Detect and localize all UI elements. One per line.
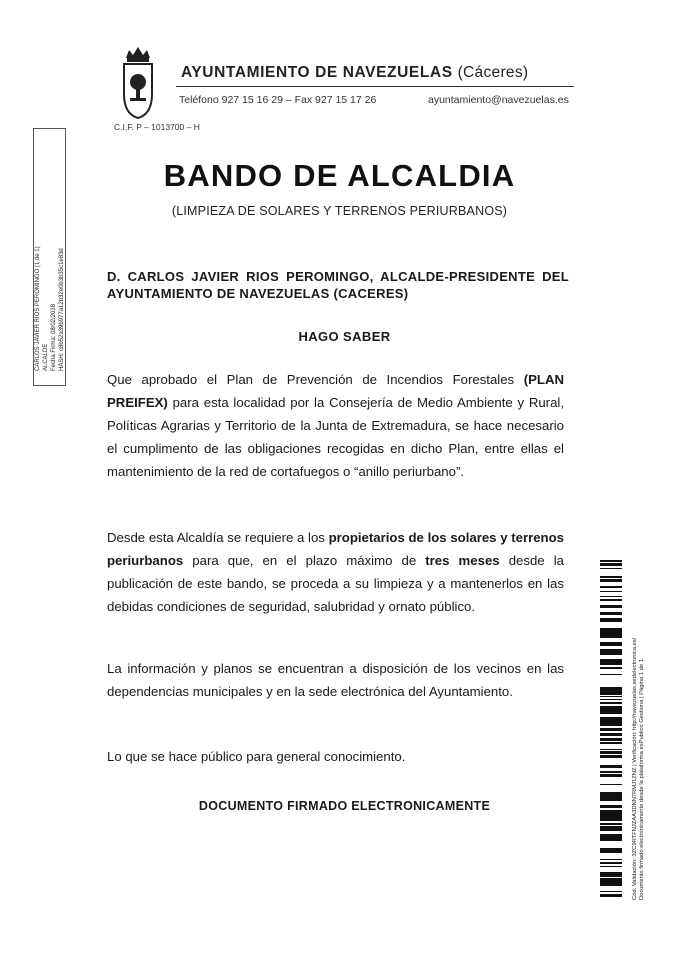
verification-text (629, 560, 649, 900)
paragraph-plan-text-1: Que aprobado el Plan de Prevención de Incendios Forestales (107, 372, 524, 387)
paragraph-requirement-bold-2: tres meses (425, 553, 500, 568)
contact-email: ayuntamiento@navezuelas.es (428, 94, 569, 106)
paragraph-plan-text-2: para esta localidad por la Consejería de Medio Ambiente y Rural, Políticas Agrarias y Territorio de la Junta de Extremadura, se hace necesario el cumplimento de las obligaciones recogidas en dicho Plan, entre ellas el mantenimiento de la red de cortafuegos o “anillo periurbano”. (107, 395, 564, 479)
organization-name (181, 64, 528, 82)
paragraph-requirement (107, 526, 564, 618)
signature-role: ALCALDE (42, 343, 49, 371)
paragraph-closing: Lo que se hace público para general conocimiento. (107, 749, 406, 764)
barcode-icon (600, 560, 622, 900)
paragraph-requirement-bold-1: propietarios de los solares y terrenos periurbanos (107, 530, 564, 568)
paragraph-requirement-text-1: Desde esta Alcaldía se requiere a los (107, 530, 329, 545)
organization-title: AYUNTAMIENTO DE NAVEZUELAS (181, 64, 453, 81)
signature-signer: CARLOS JAVIER RIOS PEROMINGO (1 de 1) (34, 246, 41, 371)
mayor-heading: D. CARLOS JAVIER RIOS PEROMINGO, ALCALDE-PRESIDENTE DEL AYUNTAMIENTO DE NAVEZUELAS (CACERES) (107, 269, 569, 301)
verification-code: Cód. Validación: 3ZC9RTFNJZAA3DNN7RMJ1ZNZ | Verificación: http://navezuelas.sedelectronica.es/ (632, 637, 638, 900)
verification-platform: Documento firmado electrónicamente desde la plataforma esPublico Gestiona | Página 1 de 1 (639, 659, 645, 900)
coat-of-arms-icon (121, 44, 155, 120)
cif-number: C.I.F. P – 1013700 – H (114, 122, 200, 132)
document-title: BANDO DE ALCALDIA (163, 158, 516, 193)
signed-notice: DOCUMENTO FIRMADO ELECTRONICAMENTE (198, 799, 491, 813)
paragraph-requirement-text-2: para que, en el plazo máximo de (183, 553, 426, 568)
paragraph-information: La información y planos se encuentran a disposición de los vecinos en las dependencias municipales y en la sede electrónica del Ayuntamiento. (107, 661, 564, 699)
paragraph-requirement-text-3: desde la publicación de este bando, se proceda a su limpieza y a mantenerlos en las debidas condiciones de seguridad, salubridad y ornato público. (107, 553, 564, 614)
signature-date: Fecha Firma: 08/02/2018 (50, 303, 57, 371)
paragraph-plan-bold: (PLAN PREIFEX) (107, 372, 564, 410)
contact-phone-fax: Teléfono 927 15 16 29 – Fax 927 15 17 26 (179, 94, 377, 106)
signature-hash: HASH: c8b52a39b977a12b32e0b3b35c1e83d (58, 248, 65, 371)
document-subtitle: (LIMPIEZA DE SOLARES Y TERRENOS PERIURBANOS) (171, 204, 508, 218)
hago-saber-heading: HAGO SABER (298, 329, 391, 344)
organization-province: (Cáceres) (457, 64, 529, 81)
paragraph-plan (107, 368, 564, 483)
header-rule (176, 86, 574, 87)
